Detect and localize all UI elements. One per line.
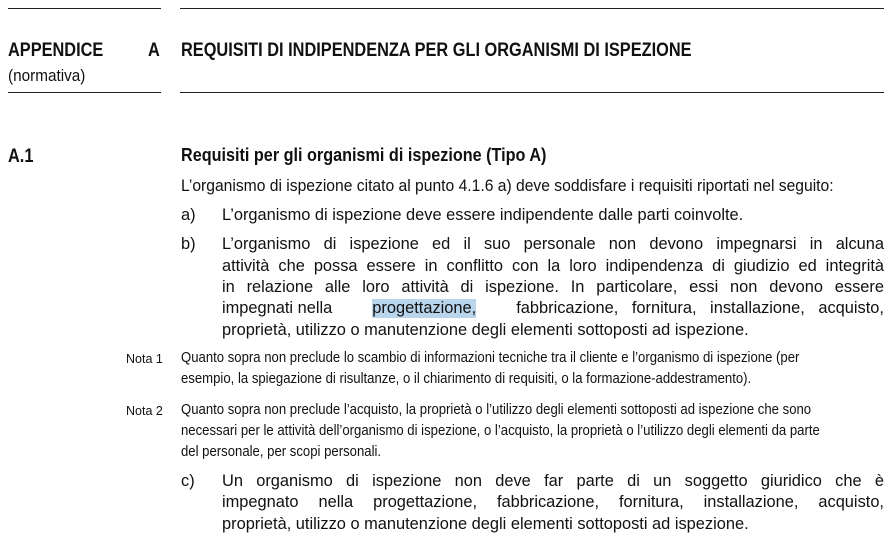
appendix-type: (normativa) (8, 66, 86, 85)
appendix-letter: A (148, 40, 160, 61)
item-c-line-1: Un organismo di ispezione non deve far parte di un soggetto giuridico che è (222, 472, 884, 490)
note-1-label: Nota 1 (126, 352, 163, 366)
item-b-line-4-pre: impegnati nella (222, 299, 333, 317)
bottom-rule-left (8, 92, 161, 93)
section-number: A.1 (8, 146, 34, 167)
item-b-line-4 (222, 299, 884, 318)
note-2-line-1: Quanto sopra non preclude l’acquisto, la proprietà o l’utilizzo degli elementi sottoposti ad ispezione che sono (181, 402, 812, 418)
top-rule-right (180, 8, 884, 9)
item-b-line-5: proprietà, utilizzo o manutenzione degli elementi sottoposti ad ispezione. (222, 321, 749, 339)
item-b-line-3: in relazione alle loro attività di ispezione. In particolare, essi non devono essere (222, 278, 884, 296)
note-2-line-2: necessari per le attività dell’organismo di ispezione, o l’acquisto, la proprietà o l’utilizzo degli elementi da parte (181, 423, 820, 439)
note-1-line-1: Quanto sopra non preclude lo scambio di informazioni tecniche tra il cliente e l’organismo di ispezione (per (181, 350, 800, 366)
item-c-line-2: impegnato nella progettazione, fabbricazione, fornitura, installazione, acquisto, (222, 493, 884, 511)
item-b-line-4-post: fabbricazione, fornitura, installazione, acquisto, (516, 299, 884, 317)
section-intro: L’organismo di ispezione citato al punto 4.1.6 a) deve soddisfare i requisiti riportati nel seguito: (181, 177, 834, 195)
item-c-marker: c) (181, 472, 195, 490)
item-b-line-2: attività che possa essere in conflitto con la loro indipendenza di giudizio ed integrità (222, 257, 884, 275)
note-2-line-3: del personale, per scopi personali. (181, 444, 382, 460)
item-b-marker: b) (181, 235, 196, 253)
note-2-label: Nota 2 (126, 404, 163, 418)
note-1-line-2: esempio, la spiegazione di risultanze, o il chiarimento di requisiti, o la formazione-addestramento). (181, 371, 752, 387)
item-a-marker: a) (181, 206, 196, 224)
page-title: REQUISITI DI INDIPENDENZA PER GLI ORGANISMI DI ISPEZIONE (181, 40, 692, 61)
section-title: Requisiti per gli organismi di ispezione (Tipo A) (181, 145, 547, 165)
item-a-text: L’organismo di ispezione deve essere indipendente dalle parti coinvolte. (222, 206, 744, 224)
appendix-label: APPENDICE (8, 40, 104, 61)
highlighted-word: progettazione, (372, 299, 477, 317)
bottom-rule-right (180, 92, 884, 93)
item-b-line-1: L’organismo di ispezione ed il suo personale non devono impegnarsi in alcuna (222, 235, 884, 253)
item-c-line-3: proprietà, utilizzo o manutenzione degli elementi sottoposti ad ispezione. (222, 515, 749, 533)
top-rule-left (8, 8, 161, 9)
